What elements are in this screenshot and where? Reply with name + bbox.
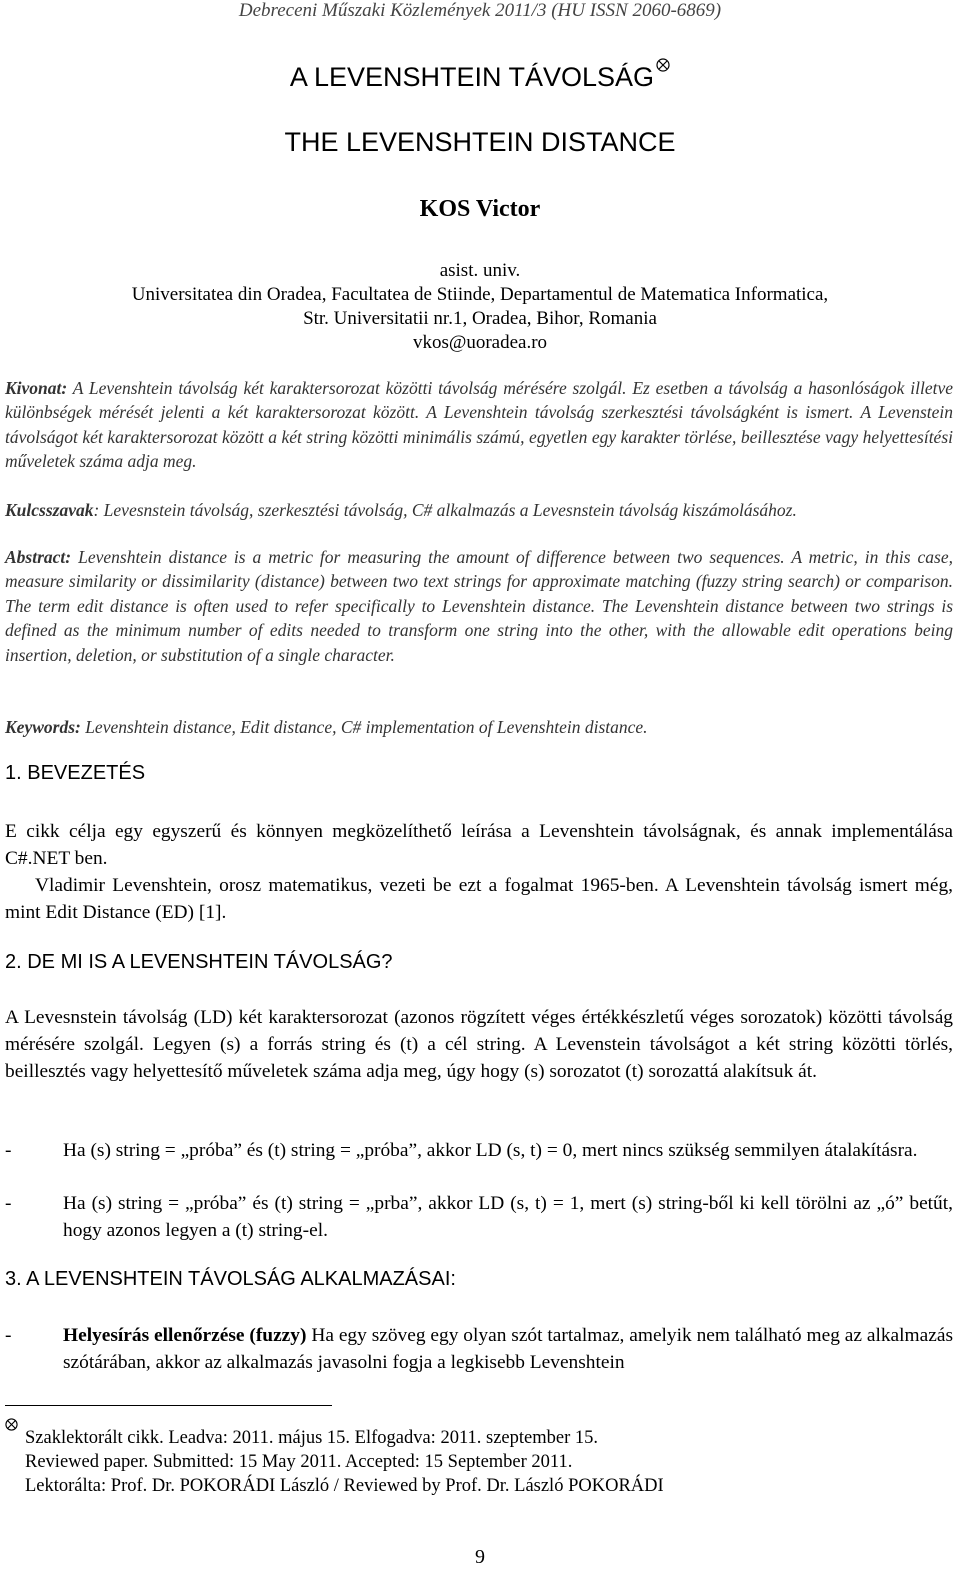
keywords-en-text: Levenshtein distance, Edit distance, C# implementation of Levenshtein distance. — [85, 717, 648, 737]
abstract-hu-label: Kivonat: — [5, 378, 68, 398]
keywords-hu-label: Kulcsszavak — [5, 500, 94, 520]
author-affiliation-line1: Universitatea din Oradea, Facultatea de Stiinde, Departamentul de Matematica Informatica, — [131, 284, 829, 305]
abstract-en-label: Abstract: — [5, 547, 72, 567]
list-dash: - — [5, 1325, 12, 1346]
circled-x-icon — [656, 48, 670, 79]
author-email: vkos@uoradea.ro — [412, 332, 548, 353]
section-1-heading: 1. BEVEZETÉS — [5, 762, 146, 784]
list-item-text: Ha (s) string = „próba” és (t) string = „próba”, akkor LD (s, t) = 0, mert nincs szükség semmilyen átalakításra. — [63, 1140, 918, 1161]
section-3-heading: 3. A LEVENSHTEIN TÁVOLSÁG ALKALMAZÁSAI: — [5, 1268, 456, 1290]
abstract-english — [5, 545, 953, 667]
list-item — [5, 1322, 953, 1376]
list-item-text: Ha (s) string = „próba” és (t) string = „prba”, akkor LD (s, t) = 1, mert (s) string-ből ki kell törölni az „ó” betűt, hogy azonos legyen a (t) string-el. — [63, 1193, 953, 1241]
list-item-text — [63, 1322, 953, 1376]
abstract-en-text: Levenshtein distance is a metric for measuring the amount of difference between two sequences. A metric, in this case, measure similarity or dissimilarity (distance) between two text strings for approximate matching (fuzzy string search) or comparison. The term edit distance is often used to refer specifically to Levenshtein distance. The Levenshtein distance between two strings is defined as the minimum number of edits needed to transform one string into the other, with the allowable edit operations being insertion, deletion, or substitution of a single character. — [5, 547, 953, 665]
footnote-line-2: Reviewed paper. Submitted: 15 May 2011. Accepted: 15 September 2011. — [25, 1452, 573, 1472]
author-position: asist. univ. — [439, 260, 521, 281]
abstract-hungarian — [5, 376, 953, 474]
footnote-line-1: Szaklektorált cikk. Leadva: 2011. május 15. Elfogadva: 2011. szeptember 15. — [25, 1428, 598, 1448]
section-2-heading: 2. DE MI IS A LEVENSHTEIN TÁVOLSÁG? — [5, 951, 393, 973]
footnote-line-3: Lektorálta: Prof. Dr. POKORÁDI László / Reviewed by Prof. Dr. László POKORÁDI — [25, 1476, 664, 1496]
list-item — [5, 1137, 953, 1164]
keywords-hu-text: : Levesnstein távolság, szerkesztési távolság, C# alkalmazás a Levesnstein távolság kiszámolásához. — [93, 500, 797, 520]
title-hungarian — [0, 62, 960, 93]
section-2-paragraph-1: A Levesnstein távolság (LD) két karaktersorozat (azonos rögzített véges értékkészletű véges sorozatok) közötti távolság mérésére szolgál. Legyen (s) a forrás string és (t) a cél string. A Levenstein távolságot a két string közötti törlés, beillesztés vagy helyettesítő műveletek száma adja meg, úgy hogy (s) sorozatot (t) sorozattá alakítsuk át. — [5, 1007, 953, 1082]
list-item-bold: Helyesírás ellenőrzése (fuzzy) — [63, 1325, 307, 1346]
title-english: THE LEVENSHTEIN DISTANCE — [284, 127, 676, 157]
list-dash: - — [5, 1193, 12, 1214]
section-1-paragraph-2: Vladimir Levenshtein, orosz matematikus, vezeti be ezt a fogalmat 1965-ben. A Levenshtein távolság ismert még, mint Edit Distance (ED) [1]. — [5, 875, 953, 923]
author-affiliation-line2: Str. Universitatii nr.1, Oradea, Bihor, Romania — [303, 308, 657, 329]
list-item-rest: Ha egy szöveg egy olyan szót tartalmaz, amelyik nem található meg az alkalmazás szótárában, akkor az alkalmazás javasolni fogja a legkisebb Levenshtein — [63, 1325, 954, 1373]
abstract-hu-text: A Levenshtein távolság két karaktersorozat közötti távolság mérésére szolgál. Ez esetben a távolság a hasonlóságok illetve különbségek mérését jelenti a két karaktersorozat között. A Levenshtein távolság szerkesztési távolságként is ismert. A Levenstein távolságot két karaktersorozat között a két string közötti minimális számú, egyetlen egy karakter törlése, beillesztése vagy helyettesítési műveletek száma adja meg. — [5, 378, 953, 472]
section-1-paragraph-1: E cikk célja egy egyszerű és könnyen megközelíthető leírása a Levenshtein távolságnak, és annak implementálása C#.NET ben. — [5, 821, 953, 869]
keywords-english — [5, 715, 953, 739]
keywords-en-label: Keywords: — [5, 717, 81, 737]
title-hu-text: A LEVENSHTEIN TÁVOLSÁG — [289, 62, 655, 92]
footnote-separator — [5, 1405, 332, 1406]
circled-x-icon — [5, 1418, 18, 1436]
running-header: Debreceni Műszaki Közlemények 2011/3 (HU ISSN 2060-6869) — [238, 0, 722, 21]
list-item — [5, 1190, 953, 1244]
author-name: KOS Victor — [419, 196, 541, 222]
keywords-hungarian — [5, 498, 953, 522]
page-number: 9 — [475, 1546, 485, 1568]
list-dash: - — [5, 1140, 12, 1161]
